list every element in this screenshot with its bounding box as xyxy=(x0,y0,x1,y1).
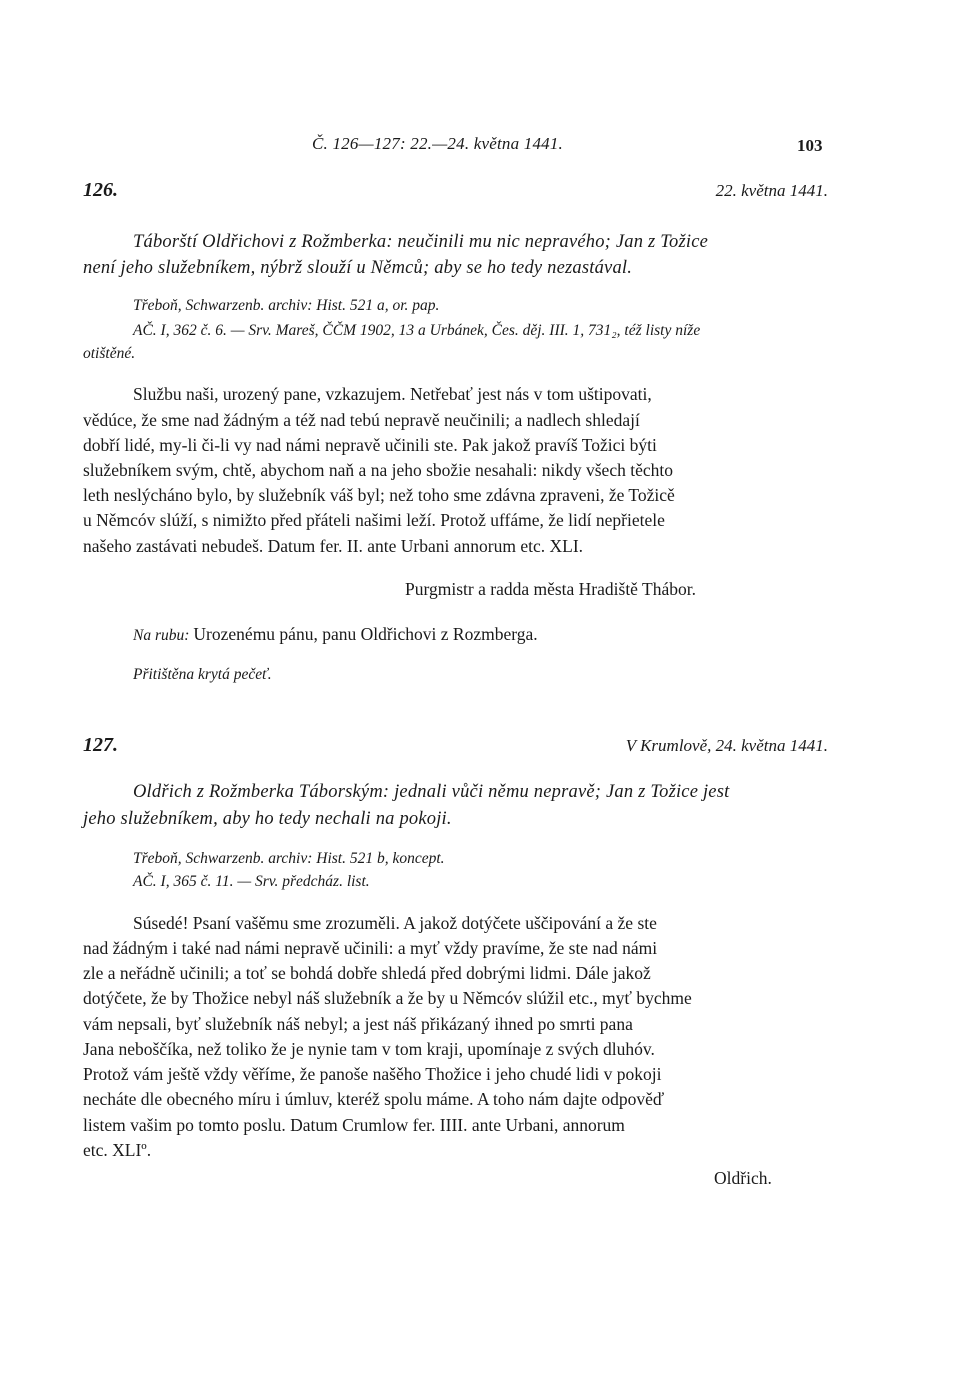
doc126-number: 126. xyxy=(83,179,118,201)
doc127-text-line: dotýčete, že by Thožice nebyl náš služebník a že by u Němcóv slúžil etc., myť bychme xyxy=(83,988,692,1008)
doc127-text-line: vám nepsali, byť služebník náš nebyl; a jest náš přikázaný ihned po smrti pana xyxy=(83,1014,633,1034)
verso-text: Urozenému pánu, panu Oldřichovi z Rozmberga. xyxy=(193,624,538,644)
doc127-date: V Krumlově, 24. května 1441. xyxy=(625,736,828,755)
doc127-source-line: AČ. I, 365 č. 11. — Srv. předcház. list. xyxy=(133,873,370,890)
doc127-text-line: nad žádným i také nad námi nepravě učinili: a myť vždy pravíme, že ste nad námi xyxy=(83,938,658,958)
doc126-source-line: AČ. I, 362 č. 6. — Srv. Mareš, ČČM 1902, 13 a Urbánek, Čes. děj. III. 1, 731₂, též listy níže xyxy=(133,322,701,339)
doc127-text-line: Súsedé! Psaní vašěmu sme zrozuměli. A jakož dotýčete uščipování a že ste xyxy=(133,913,657,933)
doc127-text-line: necháte dle obecného míru i úmluv, kteréž spolu máme. A toho nám dajte odpověď xyxy=(83,1089,665,1109)
doc126-text-line: našeho zastávati nebudeš. Datum fer. II. ante Urbani annorum etc. XLI. xyxy=(83,536,584,556)
doc126-date: 22. května 1441. xyxy=(715,181,828,200)
doc126-source-line: Třeboň, Schwarzenb. archiv: Hist. 521 a, or. pap. xyxy=(133,297,440,314)
doc126-regest-line: není jeho služebníkem, nýbrž slouží u Němců; aby se ho tedy nezastával. xyxy=(83,258,633,278)
doc127-regest-line: Oldřich z Rožmberka Táborským: jednali vůči němu nepravě; Jan z Tožice jest xyxy=(133,782,730,802)
doc126-regest-line: Táborští Oldřichovi z Rožmberka: neučinili mu nic nepravého; Jan z Tožice xyxy=(133,232,709,252)
doc126-verso xyxy=(133,624,538,645)
doc126-text-line: vědúce, že sme nad žádným a též nad tebú nepravě neučinili; a nadlech shledají xyxy=(83,410,640,430)
page-number: 103 xyxy=(797,136,823,155)
doc126-text-line: služebníkem svým, chtě, abychom naň a na jeho sbožie nesahali: nikdy všech těchto xyxy=(83,460,673,480)
doc127-text-line: listem vašim po tomto poslu. Datum Crumlow fer. IIII. ante Urbani, annorum xyxy=(83,1115,625,1135)
doc127-text-line: Protož vám ještě vždy věříme, že panoše našěho Thožice i jeho chudé lidi v pokoji xyxy=(83,1064,662,1084)
doc126-text-line: u Němcóv slúží, s nimižto před přáteli našimi leží. Protož uffáme, že lidí nepřietele xyxy=(83,510,665,530)
doc127-number: 127. xyxy=(83,734,118,756)
doc126-seal-note: Přitištěna krytá pečeť. xyxy=(133,666,272,683)
doc126-text-line: Službu naši, urozený pane, vzkazujem. Netřebať jest nás v tom uštipovati, xyxy=(133,384,652,404)
doc127-text-line: etc. XLIº. xyxy=(83,1140,152,1160)
doc126-text-line: leth neslýcháno bylo, by služebník váš byl; než toho sme zdávna zpraveni, že Tožicě xyxy=(83,485,675,505)
running-header: Č. 126—127: 22.—24. května 1441. xyxy=(312,134,563,153)
doc126-text-line: dobří lidé, my-li či-li vy nad námi nepravě učinili ste. Pak jakož pravíš Tožici býti xyxy=(83,435,657,455)
doc127-source-line: Třeboň, Schwarzenb. archiv: Hist. 521 b, koncept. xyxy=(133,850,445,867)
verso-label: Na rubu: xyxy=(133,627,190,644)
doc126-signature: Purgmistr a radda města Hradiště Thábor. xyxy=(405,579,696,599)
doc127-text-line: zle a neřádně učinili; a toť se bohdá dobře shledá před dobrými lidmi. Dále jakož xyxy=(83,963,651,983)
doc127-regest-line: jeho služebníkem, aby ho tedy nechali na pokoji. xyxy=(83,809,452,829)
doc126-source-line: otištěné. xyxy=(83,345,136,362)
doc127-signature: Oldřich. xyxy=(714,1168,772,1188)
doc127-text-line: Jana neboščíka, než toliko že je nynie tam v tom kraji, upomínaje z svých dluhóv. xyxy=(83,1039,655,1059)
